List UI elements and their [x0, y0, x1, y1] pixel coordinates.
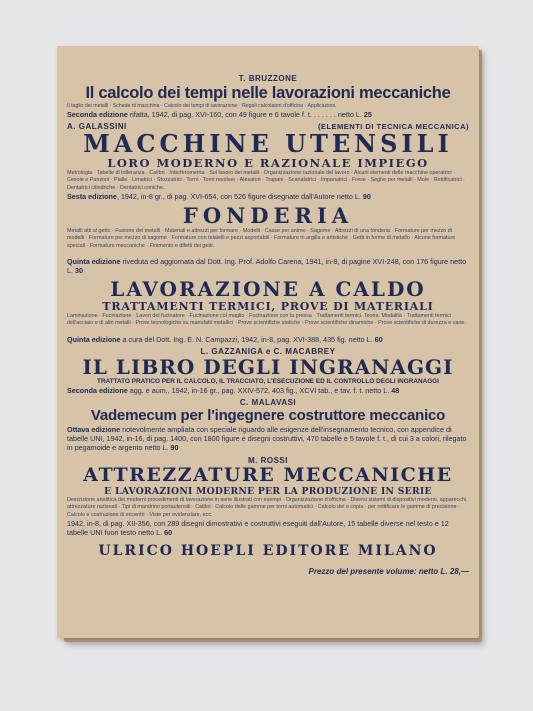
book-title: IL LIBRO DEGLI INGRANAGGI	[82, 356, 454, 379]
book-description: Laminazione · Fucinazione · Lavori del fucinatore · Fucinazione col maglio · Fucinazione con la pressa · Trattamenti termici. Teoria. Modalità · Trattamenti termici dell'acciaio e di altri metalli · Prove tecnologiche su manufatti metallici · Prove scientifiche statiche · Prove scientifiche dinamiche · Prove scientifiche di durezza e varie.	[67, 313, 466, 327]
volume-price-note: Prezzo del presente volume: netto L. 28,—	[308, 567, 469, 577]
book-description: Metalli atti al getto · Fusione dei metalli · Materiali e attrezzi per formare · Modelli · Casse per anime · Sagome · Attrezzi di una fonderia · Formature per mezzo di modelli · Formature per mezzo di sagome · Formature con telaielli e pezzi asportabili · Formature in argilla e artistiche · Getti in forme di metallo · Alcune formature speciali · Formature meccaniche · Finimento e difetti dei getti.	[67, 228, 456, 249]
book-author: C. MALAVASI	[239, 398, 297, 408]
book-price: 30	[75, 266, 83, 276]
book-price: 90	[170, 443, 179, 453]
edition-details: , 1942, in-8 gr., di pag. XVI-654, con 526 figure disegnate dall'Autore netto L.	[116, 192, 361, 202]
book-title: Il calcolo dei tempi nelle lavorazioni meccaniche	[85, 84, 451, 102]
edition-details: 1942, in-8, di pag. XII-356, con 289 disegni dimostrativi e costruttivi eseguiti dall'Autore, 15 tabelle diverse nel testo e 12 tabelle UNI fuori testo netto L.	[67, 519, 449, 538]
edition-details: notevolmente ampliata con speciale riguardo alle esigenze dell'insegnamento tecnico, con appendice di tabelle UNI, 1942, in-16, di pag. 1400, con 1800 figure e disegni costruttivi, 470 tabelle e 5 tavole f. t., di cui 3 a colori, rilegato in pegamoide e argento netto L.	[67, 425, 467, 453]
book-author: L. GAZZANIGA e C. MACABREY	[200, 347, 336, 357]
book-price: 48	[391, 386, 400, 396]
edition-details: agg. e aum., 1942, in-16 gr., pag. XXIV-572, 403 fig., XCVI tab., e tav. f. t. netto L.	[127, 386, 390, 396]
edition-label: Quinta edizione	[67, 335, 121, 345]
author-row	[67, 122, 469, 131]
book-subtitle: TRATTAMENTI TERMICI, PROVE DI MATERIALI	[102, 300, 434, 314]
book-price: 25	[363, 110, 372, 120]
edition-details: riveduta ed aggiornata dal Dott. Ing. Prof. Adolfo Carena, 1941, in-8, di pagine XVI-248, con 176 figure netto L.	[67, 257, 467, 276]
edition-label: Sesta edizione	[67, 192, 117, 202]
book-title: ATTREZZATURE MECCANICHE	[83, 465, 453, 487]
book-series: (ELEMENTI DI TECNICA MECCANICA)	[317, 122, 469, 132]
book-price: 60	[374, 335, 383, 345]
book-edition	[67, 192, 469, 201]
book-entry-bruzzone	[67, 74, 469, 119]
book-subtitle: E LAVORAZIONI MODERNE PER LA PRODUZIONE IN SERIE	[104, 486, 432, 498]
book-edition	[67, 335, 469, 344]
book-title: MACCHINE UTENSILI	[83, 131, 453, 158]
book-edition	[67, 519, 469, 537]
book-subtitle: TRATTATO PRATICO PER IL CALCOLO, IL TRACCIATO, L'ESECUZIONE ED IL CONTROLLO DEGLI INGRANAGGI	[97, 378, 439, 386]
book-entry-galassini	[67, 122, 469, 201]
book-title: FONDERIA	[182, 204, 354, 229]
book-catalog	[67, 74, 469, 576]
edition-details: rifatta, 1942, di pag. XVI-160, con 49 figure e 6 tavole f. t. . . . . . . netto L.	[127, 110, 362, 120]
book-price: 90	[362, 192, 371, 202]
back-cover	[57, 46, 479, 638]
book-edition	[67, 386, 469, 395]
book-edition	[67, 425, 469, 453]
book-price: 60	[164, 528, 173, 538]
book-description: Metrologia · Tabelle di tolleranza · Calibri · Interferometria · Sul lavoro dei metalli · Organizzazione razionale del lavoro · Alcuni elementi delle macchine operatrici · Cesoie e Punzoni · Pialle · Limatrici · Stozzatrici · Torni · Torni revolver · Alesatori · Trapani · Scanalatrici · Impanatrici · Frese · Seghe per metalli · Mole · Rettificatrici · Dentatrici cilindriche · Dentatrici coniche.	[67, 170, 465, 191]
edition-label: Quinta edizione	[67, 257, 121, 267]
book-author: M. ROSSI	[247, 456, 288, 466]
book-author: T. BRUZZONE	[238, 74, 298, 83]
book-entry-lavorazione-caldo	[67, 278, 469, 344]
edition-label: Ottava edizione	[67, 425, 121, 435]
edition-details: a cura del Dott. Ing. E. N. Campazzi, 1942, in-8, pag. XVI-388, 435 fig. netto L.	[120, 335, 373, 345]
book-subtitle: LORO MODERNO E RAZIONALE IMPIEGO	[107, 157, 429, 171]
book-edition	[67, 110, 469, 119]
book-entry-rossi	[67, 456, 469, 537]
book-entry-fonderia	[67, 204, 469, 275]
book-description: Il taglio dei metalli · Schede di macchina · Calcolo dei tempi di lavorazione · Regoli calcolatori d'officina · Applicazioni.	[67, 103, 337, 109]
publisher-imprint: ULRICO HOEPLI EDITORE MILANO	[98, 543, 438, 560]
book-title: LAVORAZIONE A CALDO	[110, 278, 426, 301]
book-description: Descrizione analitica dei moderni procedimenti di lavorazione in serie illustrati con esempi · Organizzazione d'officina · Diversi sistemi di dispositivi moderni, apparecchi, attrezzature razionali · Tipi di mandrino portautensili · Calibri · Calcolo delle gamme per torni automatici · Calcolo dei e copia · per rettificare le gamme di precisione · Calcolo e costruzione di eccentri · Viste per evidenziare, ecc.	[67, 497, 468, 518]
book-title: Vademecum per l'ingegnere costruttore meccanico	[90, 407, 446, 425]
book-edition	[67, 257, 469, 275]
edition-label: Seconda edizione	[67, 386, 128, 396]
edition-label: Seconda edizione	[67, 110, 128, 120]
book-author: A. GALASSINI	[67, 122, 127, 132]
book-entry-malavasi	[67, 398, 469, 453]
book-entry-ingranaggi	[67, 347, 469, 395]
